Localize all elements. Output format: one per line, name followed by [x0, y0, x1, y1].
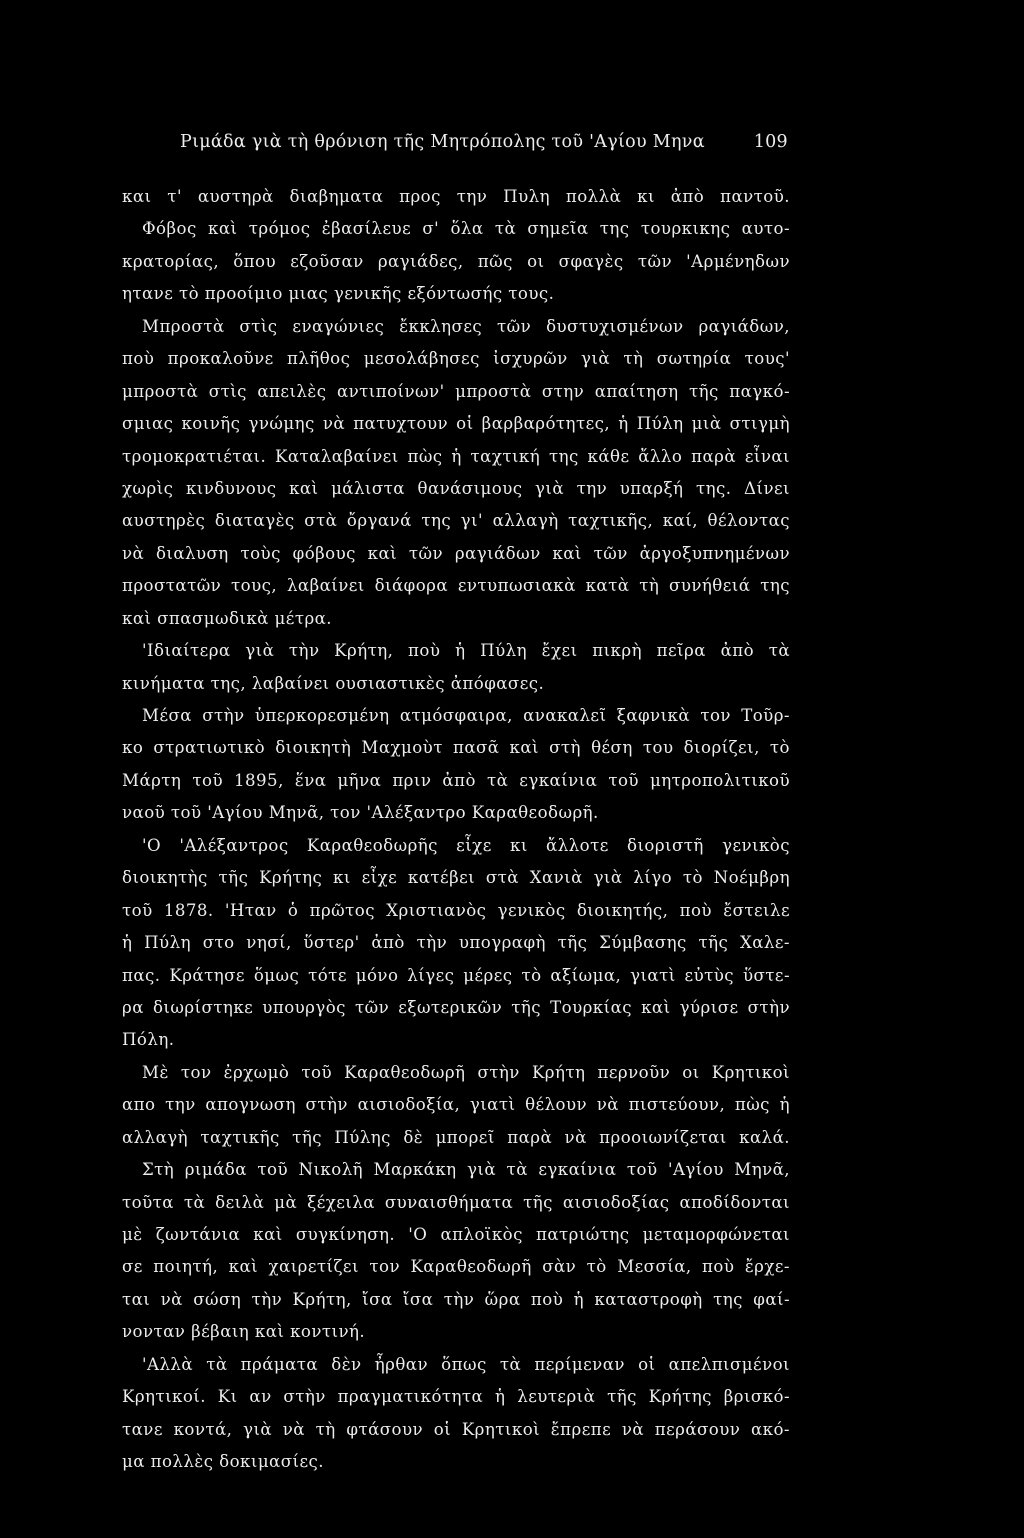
text-line: διοικητὴς τῆς Κρήτης κι εἶχε κατέβει στὰ Χανιὰ γιὰ λίγο τὸ Νοέμβρη [122, 868, 790, 888]
text-line: νονταν βέβαιη καὶ κοντινή. [122, 1322, 366, 1342]
text-line: απο την απογνωση στὴν αισιοδοξία, γιατὶ θέλουν νὰ πιστεύουν, πὼς ἡ [122, 1095, 790, 1115]
text-line: μα πολλὲς δοκιμασίες. [122, 1452, 324, 1472]
text-line: και τ' αυστηρὰ διαβηματα προς την Πυλη πολλὰ κι ἀπὸ παντοῦ. [122, 187, 790, 206]
text-line: τανε κοντά, γιὰ νὰ τὴ φτάσουν οἱ Κρητικοὶ ἔπρεπε νὰ περάσουν ακό- [122, 1419, 790, 1439]
text-line: τοῦ 1878. 'Ηταν ὁ πρῶτος Χριστιανὸς γενικὸς διοικητής, ποὺ ἔστειλε [122, 900, 790, 920]
text-line: Πόλη. [122, 1030, 175, 1050]
text-line: ρα διωρίστηκε υπουργὸς τῶν εξωτερικῶν τῆς Τουρκίας καὶ γύρισε στὴν [122, 997, 790, 1017]
text-line: ναοῦ τοῦ 'Αγίου Μηνᾶ, τον 'Αλέξαντρο Καραθεοδωρῆ. [122, 803, 599, 823]
text-line: μπροστὰ στὶς απειλὲς αντιποίνων' μπροστὰ στην απαίτηση τῆς παγκό- [122, 381, 790, 401]
running-title: Ριμάδα γιὰ τὴ θρόνιση τῆς Μητρόπολης τοῦ 'Αγίου Μηνα [180, 132, 705, 152]
text-line: 'Ιδιαίτερα γιὰ τὴν Κρήτη, ποὺ ἡ Πύλη ἔχει πικρὴ πεῖρα ἀπὸ τὰ [142, 641, 790, 661]
text-line: ποὺ προκαλοῦνε πλῆθος μεσολάβησες ἰσχυρῶν γιὰ τὴ σωτηρία τους' [122, 349, 790, 369]
text-line: ται νὰ σώση τὴν Κρήτη, ἴσα ἴσα τὴν ὥρα ποὺ ἡ καταστροφὴ της φαί- [122, 1289, 790, 1309]
text-line: Μάρτη τοῦ 1895, ἕνα μῆνα πριν ἀπὸ τὰ εγκαίνια τοῦ μητροπολιτικοῦ [122, 770, 790, 790]
text-line: Στὴ ριμάδα τοῦ Νικολῆ Μαρκάκη γιὰ τὰ εγκαίνια τοῦ 'Αγίου Μηνᾶ, [142, 1160, 790, 1180]
text-line: Μέσα στὴν ὑπερκορεσμένη ατμόσφαιρα, ανακαλεῖ ξαφνικὰ τον Τοῦρ- [142, 706, 790, 725]
text-line: κινήματα της, λαβαίνει ουσιαστικὲς ἀπόφασες. [122, 673, 545, 693]
text-line: 'Ο 'Αλέξαντρος Καραθεοδωρῆς εἶχε κι ἄλλοτε διοριστῆ γενικὸς [142, 835, 790, 855]
text-line: καὶ σπασμωδικὰ μέτρα. [122, 608, 333, 628]
text-line: Κρητικοί. Κι αν στὴν πραγματικότητα ἡ λευτεριὰ τῆς Κρήτης βρισκό- [122, 1387, 790, 1407]
text-line: ητανε τὸ προοίμιο μιας γενικῆς εξόντωσής τους. [122, 284, 555, 304]
text-line: Μπροστὰ στὶς εναγώνιες ἔκκλησες τῶν δυστυχισμένων ραγιάδων, [142, 316, 790, 336]
text-line: προστατῶν τους, λαβαίνει διάφορα εντυπωσιακὰ κατὰ τὴ συνήθειά της [122, 576, 790, 596]
text-line: πας. Κράτησε ὅμως τότε μόνο λίγες μέρες τὸ αξίωμα, γιατὶ εὐτὺς ὕστε- [122, 965, 790, 985]
book-page [122, 0, 790, 1538]
page-number: 109 [753, 132, 788, 152]
text-line: κρατορίας, ὅπου εζοῦσαν ραγιάδες, πῶς οι σφαγὲς τῶν 'Αρμένηδων [122, 251, 790, 271]
text-line: 'Αλλὰ τὰ πράματα δὲν ἦρθαν ὅπως τὰ περίμεναν οἱ απελπισμένοι [142, 1354, 790, 1374]
text-line: κο στρατιωτικὸ διοικητὴ Μαχμοὺτ πασᾶ καὶ στὴ θέση του διορίζει, τὸ [122, 738, 790, 758]
text-line: χωρὶς κινδυνους καὶ μάλιστα θανάσιμους γιὰ την υπαρξή της. Δίνει [122, 478, 790, 498]
text-line: Μὲ τον ἐρχωμὸ τοῦ Καραθεοδωρῆ στὴν Κρήτη περνοῦν οι Κρητικοὶ [142, 1062, 790, 1082]
text-line: τρομοκρατιέται. Καταλαβαίνει πὼς ἡ ταχτική της κάθε ἄλλο παρὰ εἶναι [122, 446, 790, 466]
text-line: Φόβος καὶ τρόμος ἐβασίλευε σ' ὅλα τὰ σημεῖα της τουρκικης αυτο- [142, 219, 790, 239]
text-line: αυστηρὲς διαταγὲς στὰ ὄργανά της γι' αλλαγὴ ταχτικῆς, καί, θέλοντας [122, 511, 790, 531]
text-line: σε ποιητή, καὶ χαιρετίζει τον Καραθεοδωρῆ σὰν τὸ Μεσσία, ποὺ ἔρχε- [122, 1257, 790, 1277]
text-line: αλλαγὴ ταχτικῆς τῆς Πύλης δὲ μπορεῖ παρὰ νὰ προοιωνίζεται καλά. [122, 1127, 790, 1147]
body-text [122, 181, 790, 1479]
text-line: ἡ Πύλη στο νησί, ὕστερ' ἀπὸ τὴν υπογραφὴ τῆς Σύμβασης τῆς Χαλε- [122, 933, 790, 953]
text-line: μὲ ζωντάνια καὶ συγκίνηση. 'Ο απλοϊκὸς πατριώτης μεταμορφώνεται [122, 1225, 790, 1244]
text-line: σμιας κοινῆς γνώμης νὰ πατυχτουν οἱ βαρβαρότητες, ἡ Πύλη μιὰ στιγμὴ [122, 414, 790, 434]
text-line: νὰ διαλυση τοὺς φόβους καὶ τῶν ραγιάδων καὶ τῶν ἀργοξυπνημένων [122, 543, 790, 563]
text-line: τοῦτα τὰ δειλὰ μὰ ξέχειλα συναισθήματα τῆς αισιοδοξίας αποδίδονται [122, 1192, 790, 1212]
